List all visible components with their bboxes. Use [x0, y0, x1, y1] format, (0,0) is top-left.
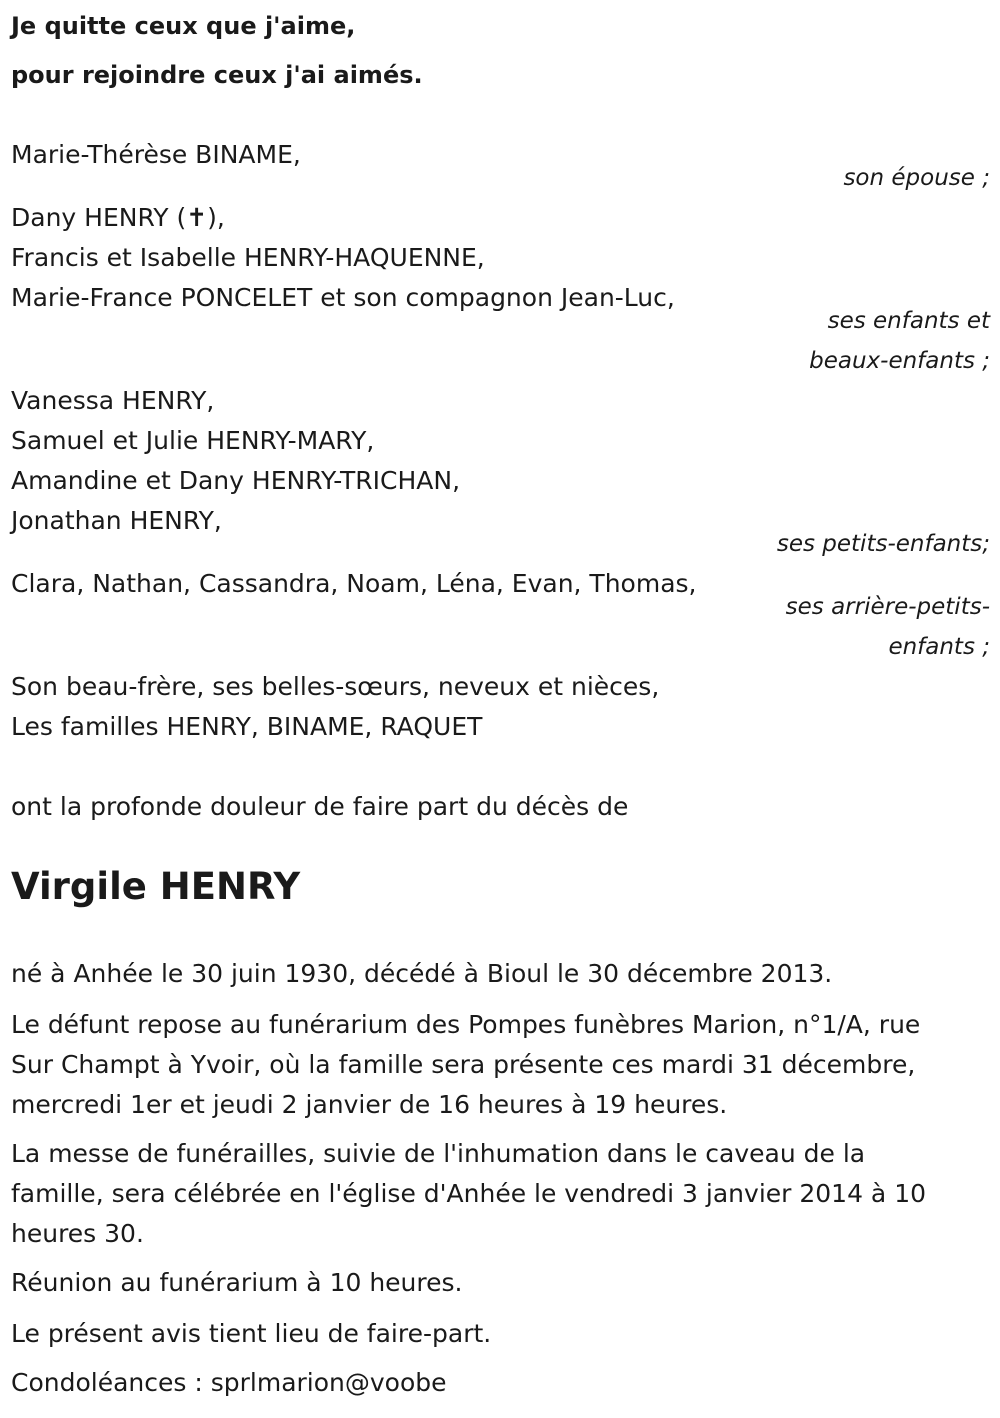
- reunion-text: Réunion au funérarium à 10 heures.: [11, 1268, 463, 1297]
- other-family-line: Son beau-frère, ses belles-sœurs, neveux et nièces,: [11, 672, 660, 701]
- grandchild-name: Vanessa HENRY,: [11, 386, 215, 415]
- quote-line-2: pour rejoindre ceux j'ai aimés.: [11, 61, 423, 89]
- child-name: Dany HENRY (✝),: [11, 203, 225, 232]
- birth-death-text: né à Anhée le 30 juin 1930, décédé à Bioul le 30 décembre 2013.: [11, 959, 833, 988]
- great-grandchildren-relation-line-1: ses arrière-petits-: [785, 594, 990, 620]
- deceased-name: Virgile HENRY: [11, 865, 301, 908]
- grandchild-name: Jonathan HENRY,: [11, 506, 222, 535]
- mass-text-line: famille, sera célébrée en l'église d'Anhée le vendredi 3 janvier 2014 à 10: [11, 1179, 927, 1208]
- child-name: Marie-France PONCELET et son compagnon Jean-Luc,: [11, 283, 675, 312]
- great-grandchildren-relation-line-2: enfants ;: [888, 634, 990, 660]
- notice-text: Le présent avis tient lieu de faire-part.: [11, 1319, 492, 1348]
- quote-line-1: Je quitte ceux que j'aime,: [11, 12, 356, 40]
- funerarium-text-line: Le défunt repose au funérarium des Pompes funèbres Marion, n°1/A, rue: [11, 1010, 921, 1039]
- spouse-relation: son épouse ;: [843, 165, 990, 191]
- grandchildren-relation: ses petits-enfants;: [776, 531, 990, 557]
- announcement-text: ont la profonde douleur de faire part du décès de: [11, 792, 629, 821]
- funerarium-text-line: mercredi 1er et jeudi 2 janvier de 16 heures à 19 heures.: [11, 1090, 728, 1119]
- great-grandchildren-names: Clara, Nathan, Cassandra, Noam, Léna, Evan, Thomas,: [11, 569, 697, 598]
- children-relation-line-2: beaux-enfants ;: [809, 348, 990, 374]
- spouse-name: Marie-Thérèse BINAME,: [11, 140, 301, 169]
- condolences-text: Condoléances : sprlmarion@voobe: [11, 1368, 447, 1397]
- mass-text-line: heures 30.: [11, 1219, 144, 1248]
- mass-text-line: La messe de funérailles, suivie de l'inhumation dans le caveau de la: [11, 1139, 866, 1168]
- grandchild-name: Amandine et Dany HENRY-TRICHAN,: [11, 466, 461, 495]
- children-relation-line-1: ses enfants et: [827, 308, 990, 334]
- child-name: Francis et Isabelle HENRY-HAQUENNE,: [11, 243, 485, 272]
- funerarium-text-line: Sur Champt à Yvoir, où la famille sera présente ces mardi 31 décembre,: [11, 1050, 916, 1079]
- grandchild-name: Samuel et Julie HENRY-MARY,: [11, 426, 375, 455]
- other-family-line: Les familles HENRY, BINAME, RAQUET: [11, 712, 483, 741]
